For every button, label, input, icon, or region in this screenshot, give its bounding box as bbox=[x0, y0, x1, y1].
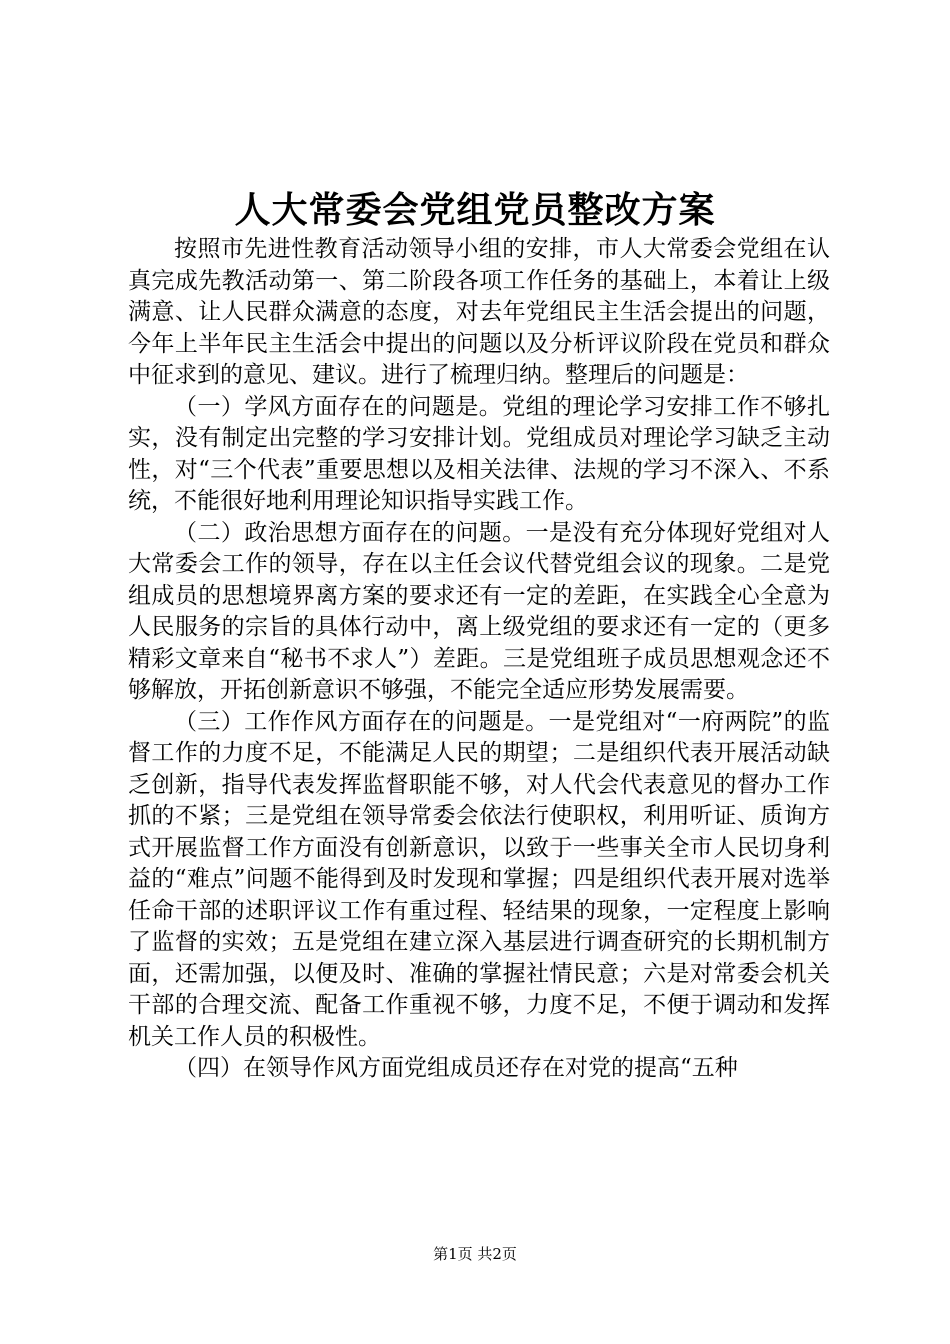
paragraph-section-4: （四）在领导作风方面党组成员还存在对党的提高“五种 bbox=[174, 1055, 738, 1081]
paragraph-section-3: （三）工作作风方面存在的问题是。一是党组对“一府两院”的监督工作的力度不足，不能满足人民的期望；二是组织代表开展活动缺乏创新，指导代表发挥监督职能不够，对人代会代表意见的督办工作抓的不紧；三是党组在领导常委会依法行使职权，利用听证、质询方式开展监督工作方面没有创新意识，以致于一些事关全市人民切身利益的“难点”问题不能得到及时发现和掌握；四是组织代表开展对选举任命干部的述职评议工作有重过程、轻结果的现象，一定程度上影响了监督的实效；五是党组在建立深入基层进行调查研究的长期机制方面，还需加强，以便及时、准确的掌握社情民意；六是对常委会机关干部的合理交流、配备工作重视不够，力度不足，不便于调动和发挥机关工作人员的积极性。 bbox=[128, 708, 830, 1050]
paragraph-intro: 按照市先进性教育活动领导小组的安排，市人大常委会党组在认真完成先教活动第一、第二阶段各项工作任务的基础上，本着让上级满意、让人民群众满意的态度，对去年党组民主生活会提出的问题，今年上半年民主生活会中提出的问题以及分析评议阶段在党员和群众中征求到的意见、建议。进行了梳理归纳。整理后的问题是： bbox=[128, 236, 830, 388]
paragraph-section-2: （二）政治思想方面存在的问题。一是没有充分体现好党组对人大常委会工作的领导，存在以主任会议代替党组会议的现象。二是党组成员的思想境界离方案的要求还有一定的差距，在实践全心全意为人民服务的宗旨的具体行动中，离上级党组的要求还有一定的（更多精彩文章来自“秘书不求人”）差距。三是党组班子成员思想观念还不够解放，开拓创新意识不够强，不能完全适应形势发展需要。 bbox=[128, 519, 830, 703]
page-number-footer: 第1页 共2页 bbox=[433, 1245, 517, 1263]
document-body bbox=[128, 234, 830, 1085]
paragraph-section-1: （一）学风方面存在的问题是。党组的理论学习安排工作不够扎实，没有制定出完整的学习安排计划。党组成员对理论学习缺乏主动性，对“三个代表”重要思想以及相关法律、法规的学习不深入、不系统，不能很好地利用理论知识指导实践工作。 bbox=[128, 393, 830, 514]
document-title: 人大常委会党组党员整改方案 bbox=[234, 189, 716, 231]
